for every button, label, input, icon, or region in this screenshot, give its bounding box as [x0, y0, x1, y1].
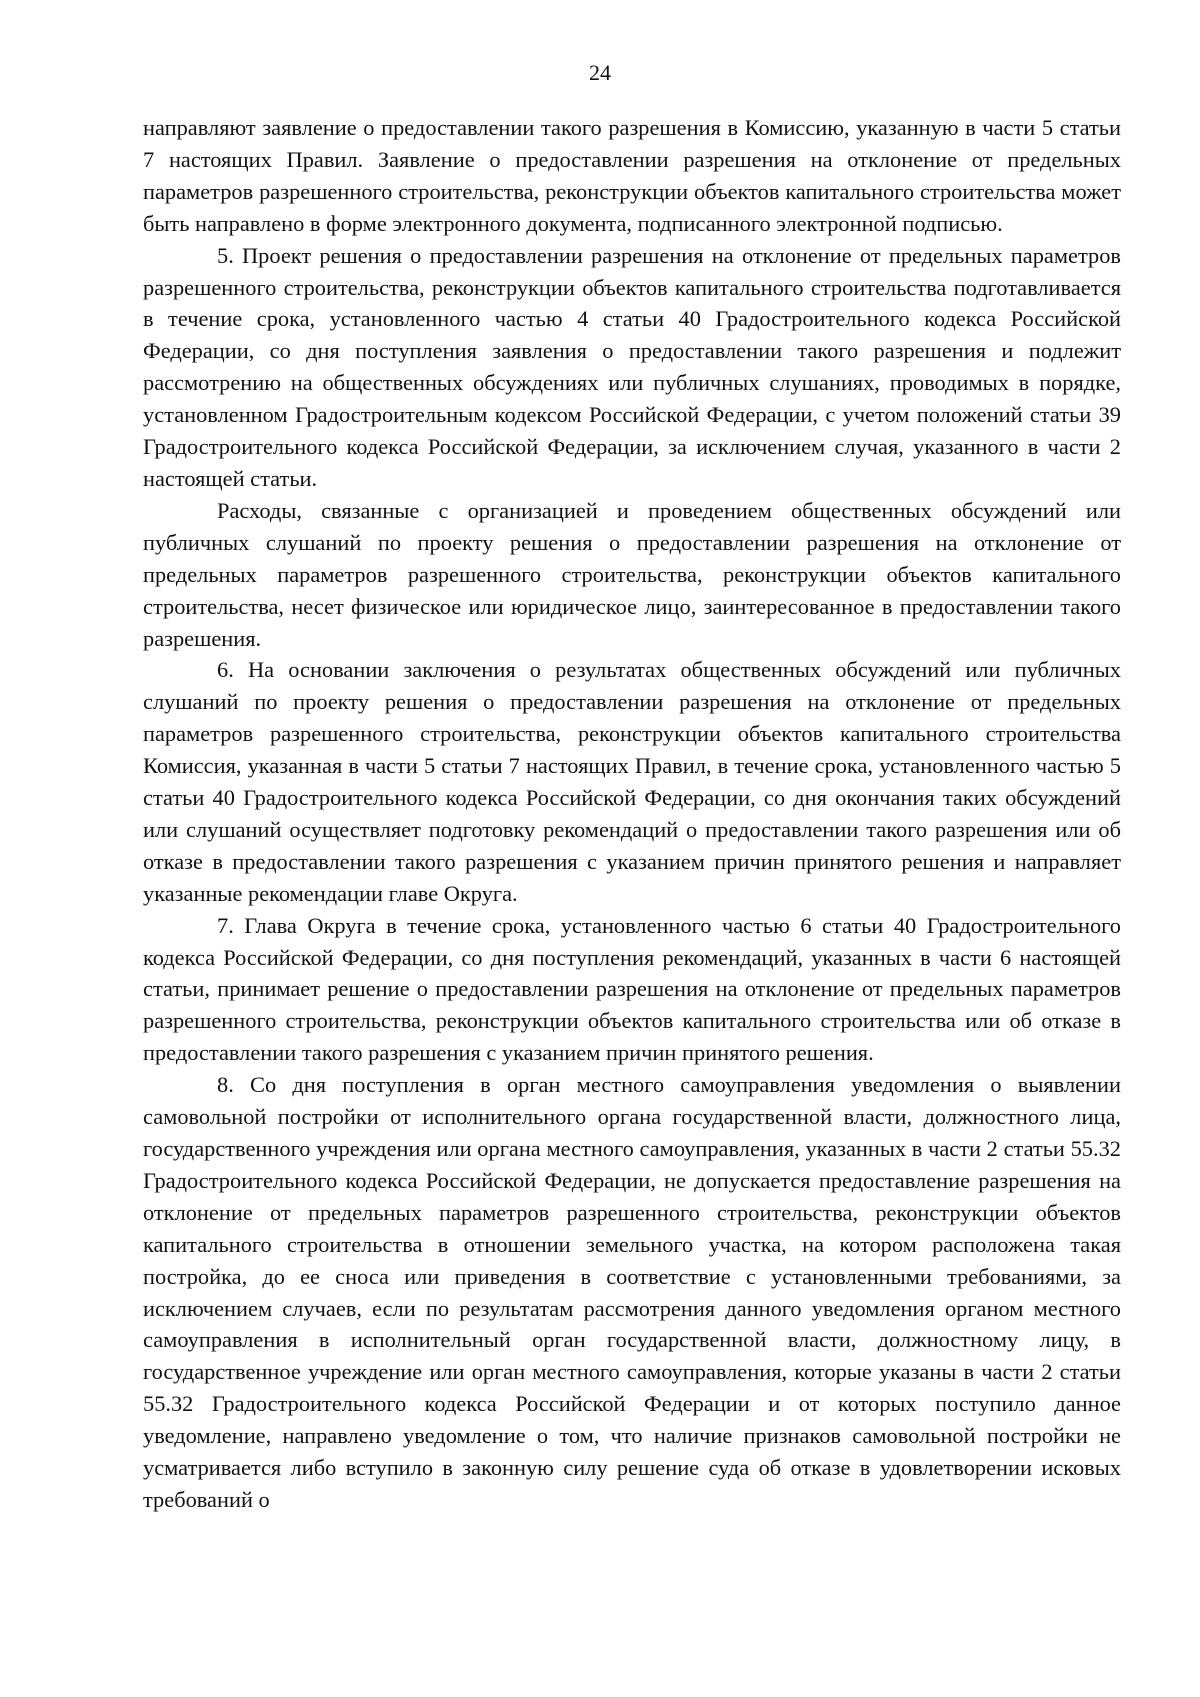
- paragraph-expenses: Расходы, связанные с организацией и проведением общественных обсуждений или публичных слушаний по проекту решения о предоставлении разрешения на отклонение от предельных параметров разрешенного строительства, реконструкции объектов капитального строительства, несет физическое или юридическое лицо, заинтересованное в предоставлении такого разрешения.: [143, 497, 1121, 651]
- page-number: 24: [589, 60, 611, 85]
- paragraph-continuation: направляют заявление о предоставлении такого разрешения в Комиссию, указанную в части 5 статьи 7 настоящих Правил. Заявление о предоставлении разрешения на отклонение от предельных параметров разрешенного строительства, реконструкции объектов капитального строительства может быть направлено в форме электронного документа, подписанного электронной подписью.: [143, 115, 1121, 236]
- paragraph-item-6: 6. На основании заключения о результатах общественных обсуждений или публичных слушаний по проекту решения о предоставлении разрешения на отклонение от предельных параметров разрешенного строительства, реконструкции объектов капитального строительства Комиссия, указанная в части 5 статьи 7 настоящих Правил, в течение срока, установленного частью 5 статьи 40 Градостроительного кодекса Российской Федерации, со дня окончания таких обсуждений или слушаний осуществляет подготовку рекомендаций о предоставлении такого разрешения или об отказе в предоставлении такого разрешения с указанием причин принятого решения и направляет указанные рекомендации главе Округа.: [143, 657, 1121, 906]
- document-body: [143, 112, 1121, 1516]
- paragraph-item-5: 5. Проект решения о предоставлении разрешения на отклонение от предельных параметров разрешенного строительства, реконструкции объектов капитального строительства подготавливается в течение срока, установленного частью 4 статьи 40 Градостроительного кодекса Российской Федерации, со дня поступления заявления о предоставлении такого разрешения и подлежит рассмотрению на общественных обсуждениях или публичных слушаниях, проводимых в порядке, установленном Градостроительным кодексом Российской Федерации, с учетом положений статьи 39 Градостроительного кодекса Российской Федерации, за исключением случая, указанного в части 2 настоящей статьи.: [143, 242, 1121, 491]
- paragraph-item-8: 8. Со дня поступления в орган местного самоуправления уведомления о выявлении самовольной постройки от исполнительного органа государственной власти, должностного лица, государственного учреждения или органа местного самоуправления, указанных в части 2 статьи 55.32 Градостроительного кодекса Российской Федерации, не допускается предоставление разрешения на отклонение от предельных параметров разрешенного строительства, реконструкции объектов капитального строительства в отношении земельного участка, на котором расположена такая постройка, до ее сноса или приведения в соответствие с установленными требованиями, за исключением случаев, если по результатам рассмотрения данного уведомления органом местного самоуправления в исполнительный орган государственной власти, должностному лицу, в государственное учреждение или орган местного самоуправления, которые указаны в части 2 статьи 55.32 Градостроительного кодекса Российской Федерации и от которых поступило данное уведомление, направлено уведомление о том, что наличие признаков самовольной постройки не усматривается либо вступило в законную силу решение суда об отказе в удовлетворении исковых требований о: [143, 1072, 1121, 1512]
- paragraph-item-7: 7. Глава Округа в течение срока, установленного частью 6 статьи 40 Градостроительного кодекса Российской Федерации, со дня поступления рекомендаций, указанных в части 6 настоящей статьи, принимает решение о предоставлении разрешения на отклонение от предельных параметров разрешенного строительства, реконструкции объектов капитального строительства или об отказе в предоставлении такого разрешения с указанием причин принятого решения.: [143, 912, 1121, 1066]
